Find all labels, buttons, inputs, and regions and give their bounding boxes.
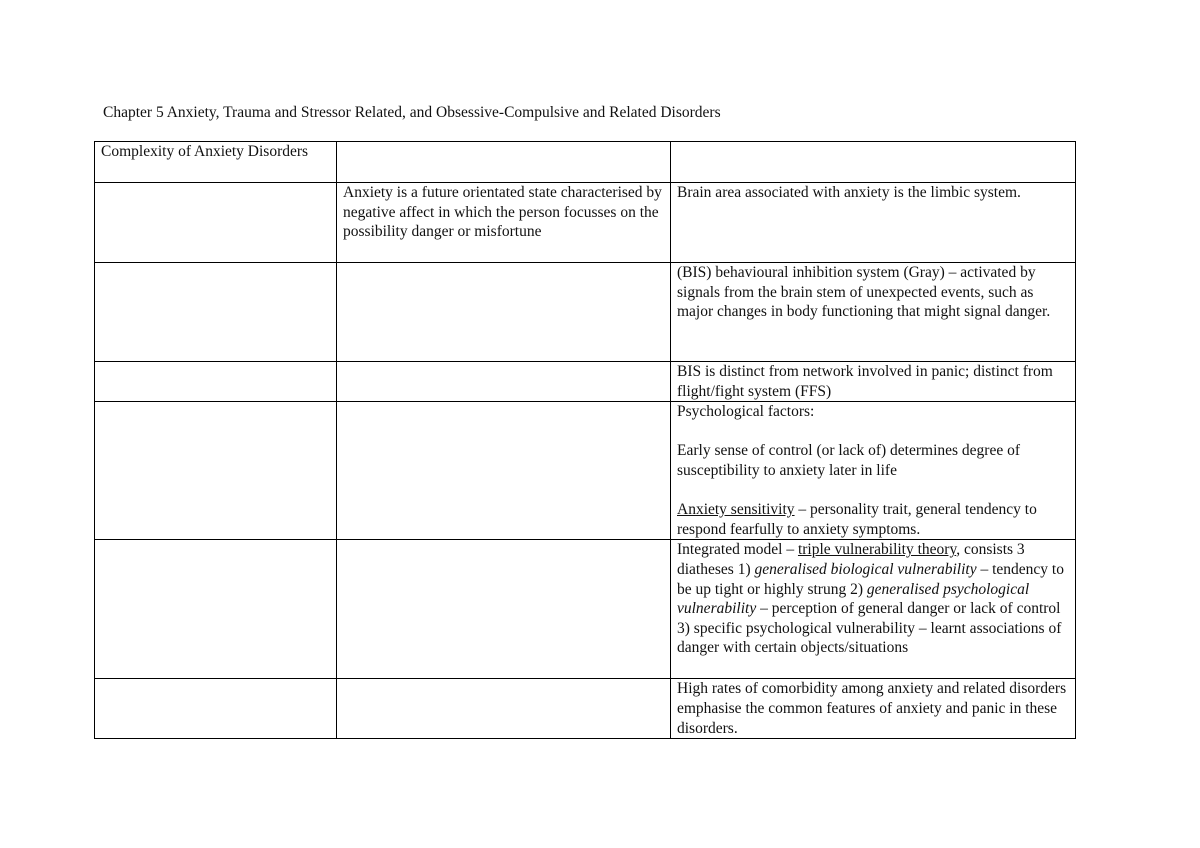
- table-header-row: [95, 142, 1076, 183]
- table-row: [95, 402, 1076, 540]
- table-cell: [95, 402, 337, 540]
- table-cell: BIS is distinct from network involved in panic; distinct from flight/fight system (FFS): [671, 362, 1076, 402]
- table-cell: [95, 679, 337, 739]
- table-row: [95, 540, 1076, 679]
- sense-of-control-text: Early sense of control (or lack of) determines degree of susceptibility to anxiety later in life: [677, 442, 1021, 479]
- psychological-vulnerability-term: generalised psychological vulnerability: [677, 580, 1030, 618]
- table-cell: Brain area associated with anxiety is the limbic system.: [671, 183, 1076, 263]
- table-cell: Anxiety is a future orientated state characterised by negative affect in which the person focusses on the possibility danger or misfortune: [337, 183, 671, 263]
- table-row: [95, 263, 1076, 362]
- table-cell: [671, 402, 1076, 540]
- table-cell: [337, 402, 671, 540]
- table-cell: [337, 362, 671, 402]
- table-cell: High rates of comorbidity among anxiety and related disorders emphasise the common features of anxiety and panic in these disorders.: [671, 679, 1076, 739]
- table-cell: [337, 263, 671, 362]
- table-cell: [337, 540, 671, 679]
- table-cell: Complexity of Anxiety Disorders: [95, 142, 337, 183]
- table-row: [95, 183, 1076, 263]
- table-cell: [95, 263, 337, 362]
- table-cell: [95, 362, 337, 402]
- diatheses-text: , consists 3 diatheses 1): [677, 541, 1025, 578]
- biological-vulnerability-term: generalised biological vulnerability: [754, 560, 977, 578]
- table-cell: [337, 142, 671, 183]
- table-cell: [95, 183, 337, 263]
- table-row: [95, 679, 1076, 739]
- anxiety-sensitivity-term: Anxiety sensitivity: [677, 501, 795, 519]
- anxiety-sensitivity-text: – personality trait, general tendency to respond fearfully to anxiety symptoms.: [677, 501, 1037, 538]
- biological-vulnerability-text: – tendency to be up tight or highly strung 2): [677, 560, 1064, 598]
- psychological-vulnerability-text: – perception of general danger or lack of control 3) specific psychological vulnerability – learnt associations of danger with certain objects/situations: [677, 600, 1062, 657]
- psych-factors-heading: Psychological factors:: [677, 403, 815, 421]
- table-cell: [95, 540, 337, 679]
- document-title: Chapter 5 Anxiety, Trauma and Stressor Related, and Obsessive-Compulsive and Related Disorders: [103, 104, 721, 121]
- triple-vulnerability-term: triple vulnerability theory: [797, 541, 957, 559]
- table-cell: [671, 540, 1076, 679]
- integrated-model-text: Integrated model –: [677, 541, 798, 559]
- anxiety-sensitivity-paragraph: [677, 500, 1071, 539]
- table-cell: (BIS) behavioural inhibition system (Gray) – activated by signals from the brain stem of unexpected events, such as major changes in body functioning that might signal danger.: [671, 263, 1076, 362]
- table-row: [95, 362, 1076, 402]
- notes-table: [94, 141, 1076, 739]
- table-cell: [337, 679, 671, 739]
- table-cell: [671, 142, 1076, 183]
